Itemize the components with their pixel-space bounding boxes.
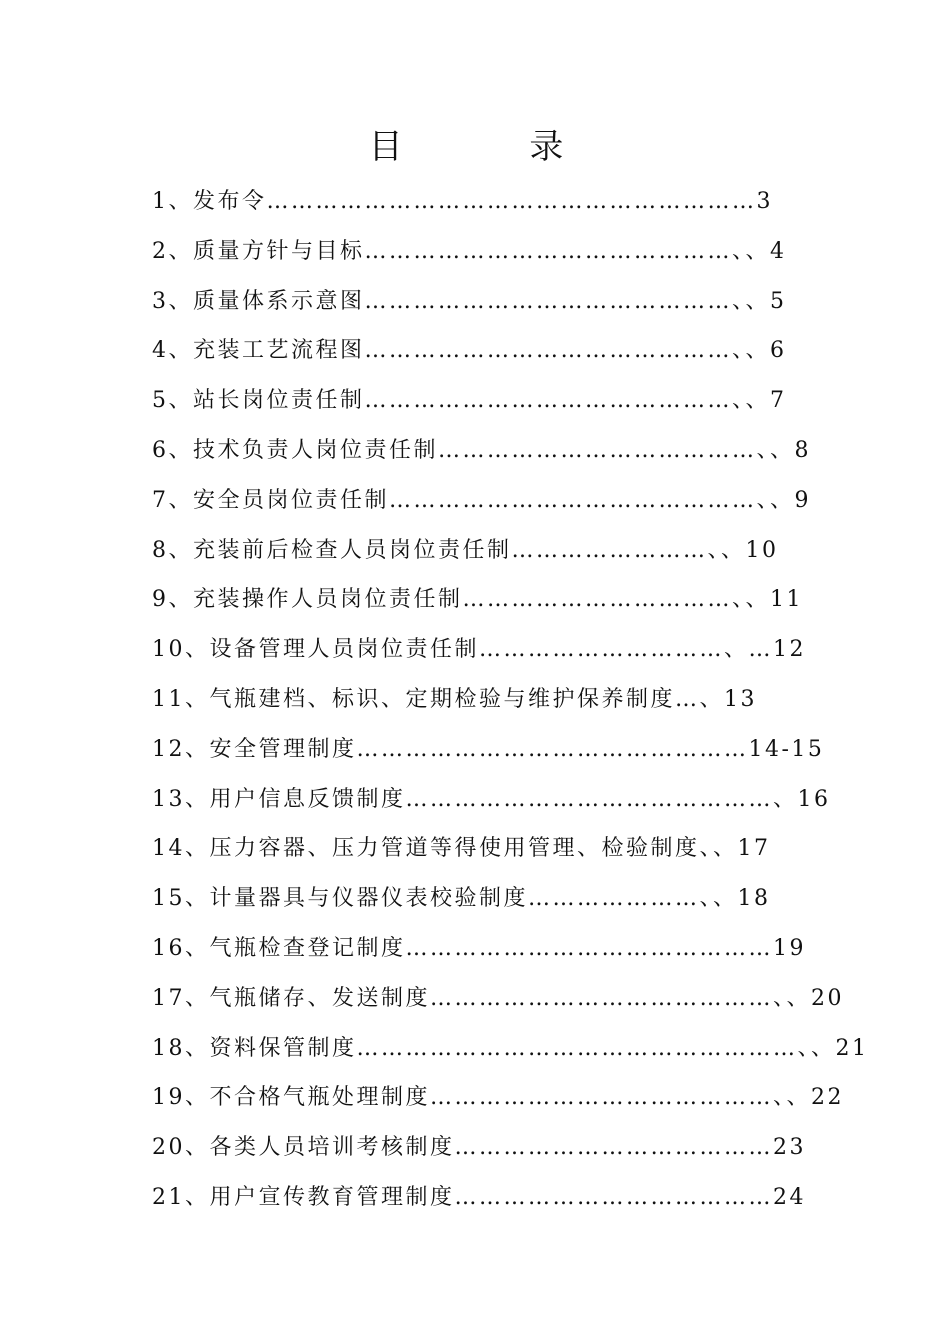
toc-entry-21: 21、用户宣传教育管理制度…………………………………24 (152, 1184, 806, 1210)
toc-entry-12: 12、安全管理制度…………………………………………14-15 (152, 736, 825, 762)
toc-entry-18: 18、资料保管制度………………………………………………、、21 (152, 1035, 869, 1061)
toc-entry-4: 4、充装工艺流程图………………………………………、、6 (152, 338, 787, 364)
toc-entry-14: 14、压力容器、压力管道等得使用管理、检验制度、、17 (152, 836, 771, 862)
toc-entry-10: 10、设备管理人员岗位责任制…………………………、…12 (152, 637, 806, 663)
toc-entry-5: 5、站长岗位责任制………………………………………、、7 (152, 388, 787, 414)
page-title: 目 录 (368, 127, 622, 167)
toc-entry-13: 13、用户信息反馈制度………………………………………、16 (152, 786, 831, 812)
toc-entry-6: 6、技术负责人岗位责任制…………………………………、、8 (152, 437, 811, 463)
toc-entry-8: 8、充装前后检查人员岗位责任制……………………、、10 (152, 537, 779, 563)
toc-entry-2: 2、质量方针与目标………………………………………、、4 (152, 238, 787, 264)
toc-entry-17: 17、气瓶储存、发送制度……………………………………、、20 (152, 985, 844, 1011)
toc-entry-1: 1、发布令……………………………………………………3 (152, 189, 773, 214)
toc-entry-20: 20、各类人员培训考核制度…………………………………23 (152, 1135, 806, 1161)
toc-entry-16: 16、气瓶检查登记制度………………………………………19 (152, 935, 806, 961)
toc-entry-15: 15、计量器具与仪器仪表校验制度…………………、、18 (152, 886, 771, 912)
table-of-contents (152, 177, 869, 1223)
toc-entry-19: 19、不合格气瓶处理制度……………………………………、、22 (152, 1085, 844, 1111)
toc-entry-9: 9、充装操作人员岗位责任制……………………………、、11 (152, 587, 803, 613)
toc-entry-7: 7、安全员岗位责任制………………………………………、、9 (152, 487, 811, 513)
toc-entry-3: 3、质量体系示意图………………………………………、、5 (152, 288, 787, 314)
toc-entry-11: 11、气瓶建档、标识、定期检验与维护保养制度…、13 (152, 686, 757, 712)
